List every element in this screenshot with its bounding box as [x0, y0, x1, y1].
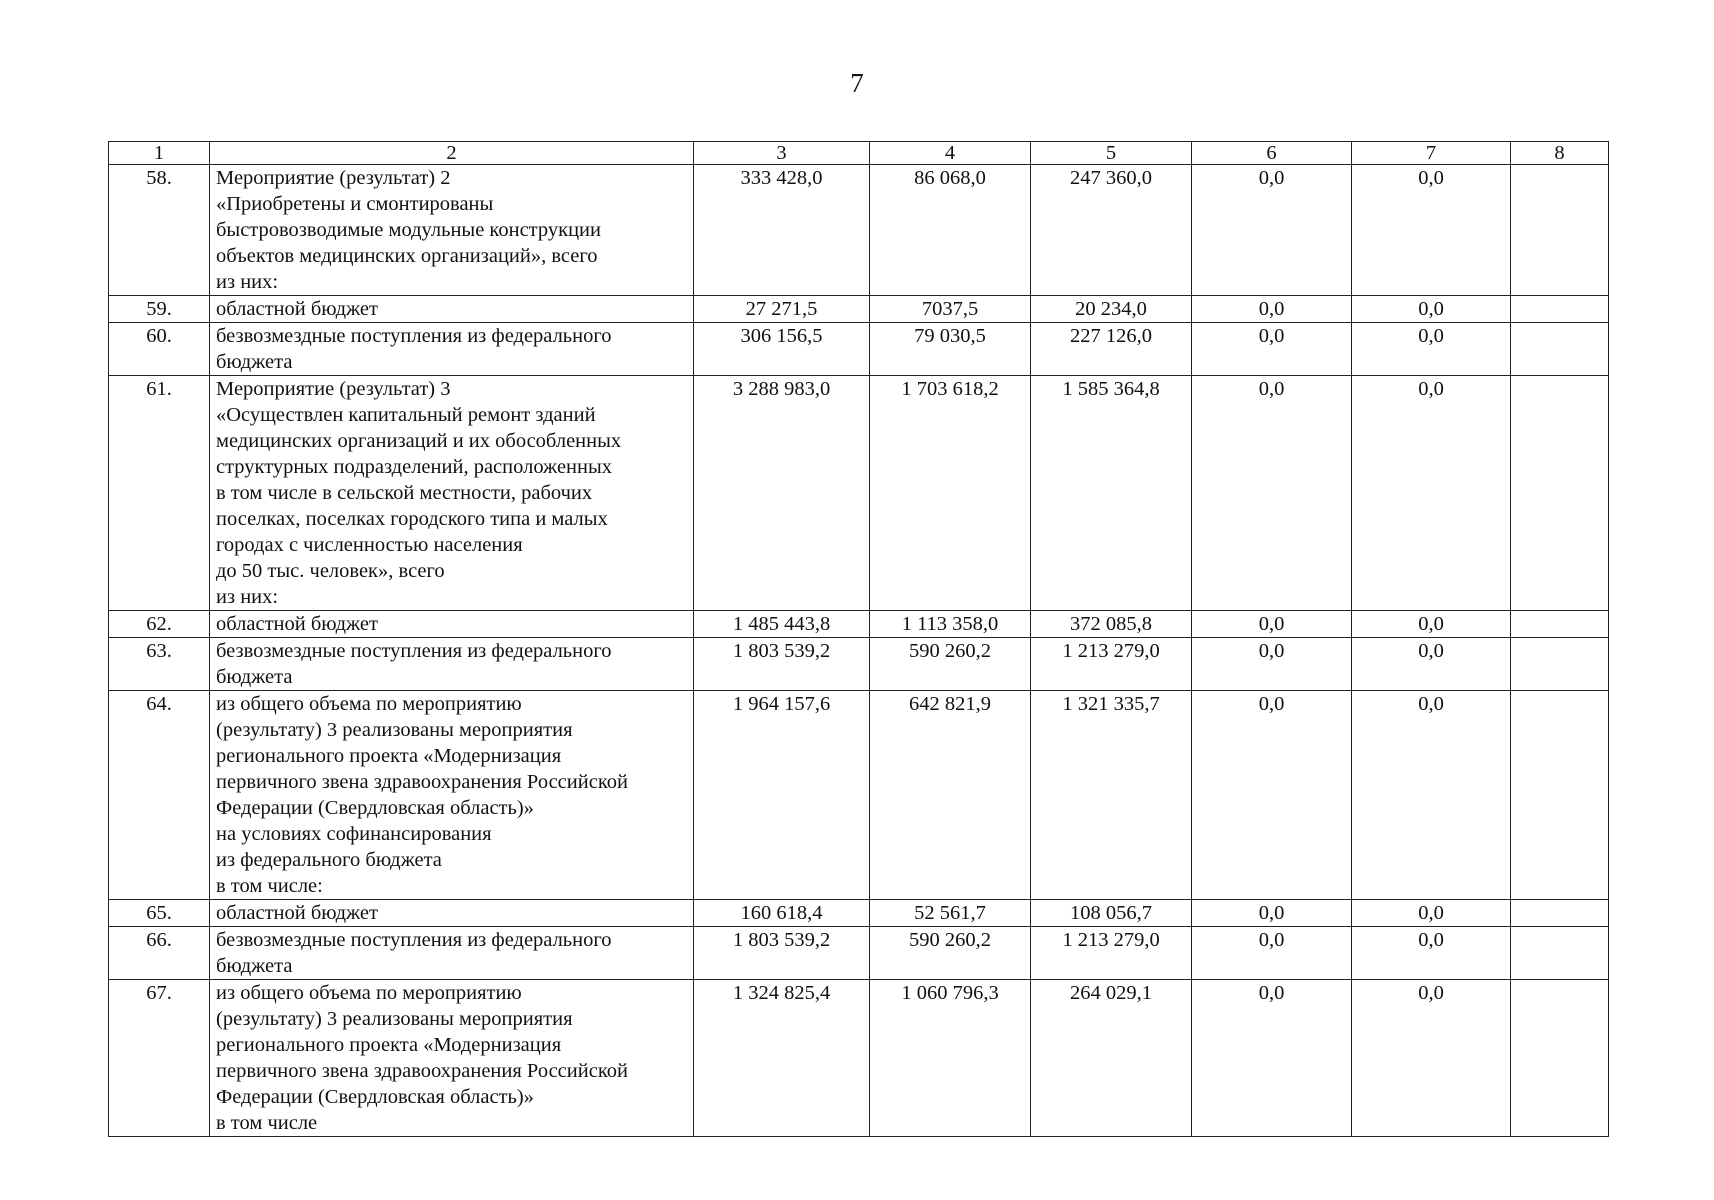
cell-col3: 1 803 539,2: [694, 638, 870, 691]
table-row: [109, 165, 1609, 296]
page-number: 7: [850, 68, 864, 98]
cell-col6: 0,0: [1192, 900, 1352, 927]
cell-col4: 590 260,2: [870, 638, 1031, 691]
cell-col7: 0,0: [1352, 165, 1511, 296]
column-header: 4: [870, 142, 1031, 165]
row-description: из общего объема по мероприятию (результату) 3 реализованы мероприятия регионального проекта «Модернизация первичного звена здравоохранения Российской Федерации (Свердловская область)» на условиях софинансирования из федерального бюджета в том числе:: [210, 691, 694, 900]
cell-col7: 0,0: [1352, 296, 1511, 323]
table-row: [109, 927, 1609, 980]
cell-col5: 264 029,1: [1031, 980, 1192, 1137]
cell-col3: 160 618,4: [694, 900, 870, 927]
row-description: областной бюджет: [210, 611, 694, 638]
cell-col5: 227 126,0: [1031, 323, 1192, 376]
cell-col8: [1511, 165, 1609, 296]
cell-col8: [1511, 980, 1609, 1137]
column-header: 2: [210, 142, 694, 165]
table-row: [109, 980, 1609, 1137]
cell-col7: 0,0: [1352, 376, 1511, 611]
cell-col3: 306 156,5: [694, 323, 870, 376]
cell-col7: 0,0: [1352, 691, 1511, 900]
cell-col3: 27 271,5: [694, 296, 870, 323]
cell-col8: [1511, 376, 1609, 611]
cell-col5: 1 585 364,8: [1031, 376, 1192, 611]
cell-col8: [1511, 611, 1609, 638]
cell-col8: [1511, 296, 1609, 323]
row-description: Мероприятие (результат) 2 «Приобретены и смонтированы быстровозводимые модульные конструкции объектов медицинских организаций», всего из них:: [210, 165, 694, 296]
table-row: [109, 638, 1609, 691]
cell-col7: 0,0: [1352, 323, 1511, 376]
cell-col6: 0,0: [1192, 927, 1352, 980]
cell-col6: 0,0: [1192, 376, 1352, 611]
cell-col4: 1 060 796,3: [870, 980, 1031, 1137]
cell-col6: 0,0: [1192, 611, 1352, 638]
cell-col7: 0,0: [1352, 980, 1511, 1137]
cell-col7: 0,0: [1352, 927, 1511, 980]
cell-col4: 1 113 358,0: [870, 611, 1031, 638]
cell-col4: 642 821,9: [870, 691, 1031, 900]
row-description: безвозмездные поступления из федерального бюджета: [210, 927, 694, 980]
cell-col3: 333 428,0: [694, 165, 870, 296]
cell-col7: 0,0: [1352, 638, 1511, 691]
table-row: [109, 296, 1609, 323]
cell-col5: 1 213 279,0: [1031, 638, 1192, 691]
cell-col4: 86 068,0: [870, 165, 1031, 296]
cell-col5: 1 321 335,7: [1031, 691, 1192, 900]
budget-table: [108, 141, 1609, 1137]
row-number: 65.: [109, 900, 210, 927]
column-header: 5: [1031, 142, 1192, 165]
cell-col6: 0,0: [1192, 323, 1352, 376]
cell-col6: 0,0: [1192, 165, 1352, 296]
table-row: [109, 900, 1609, 927]
row-number: 66.: [109, 927, 210, 980]
cell-col4: 1 703 618,2: [870, 376, 1031, 611]
row-description: безвозмездные поступления из федерального бюджета: [210, 323, 694, 376]
row-number: 60.: [109, 323, 210, 376]
cell-col5: 108 056,7: [1031, 900, 1192, 927]
cell-col6: 0,0: [1192, 980, 1352, 1137]
cell-col7: 0,0: [1352, 900, 1511, 927]
row-number: 63.: [109, 638, 210, 691]
column-header: 1: [109, 142, 210, 165]
column-header: 6: [1192, 142, 1352, 165]
table-row: [109, 691, 1609, 900]
cell-col3: 1 324 825,4: [694, 980, 870, 1137]
table-row: [109, 323, 1609, 376]
cell-col5: 20 234,0: [1031, 296, 1192, 323]
cell-col6: 0,0: [1192, 691, 1352, 900]
cell-col8: [1511, 638, 1609, 691]
cell-col8: [1511, 900, 1609, 927]
column-header: 8: [1511, 142, 1609, 165]
cell-col3: 3 288 983,0: [694, 376, 870, 611]
cell-col3: 1 964 157,6: [694, 691, 870, 900]
row-number: 64.: [109, 691, 210, 900]
cell-col3: 1 485 443,8: [694, 611, 870, 638]
cell-col6: 0,0: [1192, 296, 1352, 323]
cell-col5: 247 360,0: [1031, 165, 1192, 296]
row-number: 62.: [109, 611, 210, 638]
cell-col8: [1511, 691, 1609, 900]
cell-col4: 590 260,2: [870, 927, 1031, 980]
cell-col6: 0,0: [1192, 638, 1352, 691]
cell-col4: 7037,5: [870, 296, 1031, 323]
column-header: 3: [694, 142, 870, 165]
row-description: областной бюджет: [210, 900, 694, 927]
row-description: Мероприятие (результат) 3 «Осуществлен капитальный ремонт зданий медицинских организаций и их обособленных структурных подразделений, расположенных в том числе в сельской местности, рабочих поселках, поселках городского типа и малых городах с численностью населения до 50 тыс. человек», всего из них:: [210, 376, 694, 611]
row-number: 67.: [109, 980, 210, 1137]
cell-col3: 1 803 539,2: [694, 927, 870, 980]
cell-col8: [1511, 927, 1609, 980]
table-row: [109, 611, 1609, 638]
row-number: 61.: [109, 376, 210, 611]
cell-col4: 52 561,7: [870, 900, 1031, 927]
cell-col5: 1 213 279,0: [1031, 927, 1192, 980]
row-description: из общего объема по мероприятию (результату) 3 реализованы мероприятия регионального проекта «Модернизация первичного звена здравоохранения Российской Федерации (Свердловская область)» в том числе: [210, 980, 694, 1137]
cell-col4: 79 030,5: [870, 323, 1031, 376]
cell-col7: 0,0: [1352, 611, 1511, 638]
header-row: [109, 142, 1609, 165]
table-row: [109, 376, 1609, 611]
cell-col5: 372 085,8: [1031, 611, 1192, 638]
column-header: 7: [1352, 142, 1511, 165]
cell-col8: [1511, 323, 1609, 376]
row-number: 58.: [109, 165, 210, 296]
row-number: 59.: [109, 296, 210, 323]
row-description: безвозмездные поступления из федерального бюджета: [210, 638, 694, 691]
row-description: областной бюджет: [210, 296, 694, 323]
